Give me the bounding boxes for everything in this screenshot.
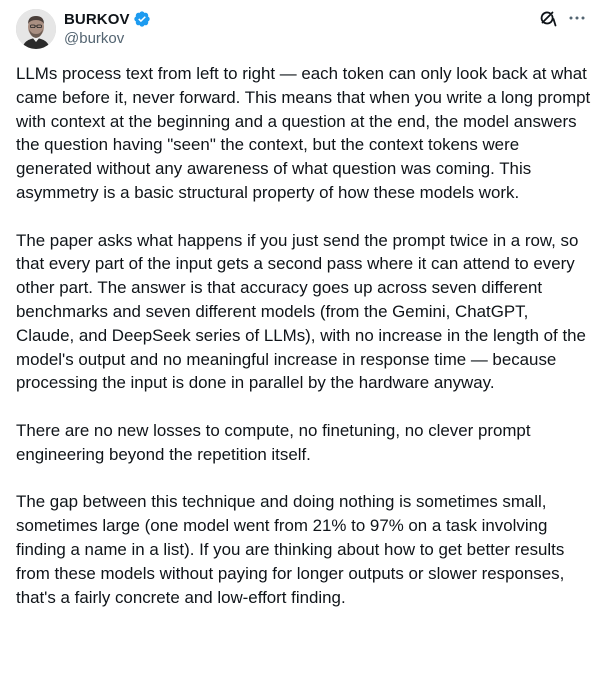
post-paragraph-3: There are no new losses to compute, no finetuning, no clever prompt engineering beyond the repetition itself. [16, 420, 531, 464]
verified-badge-icon [133, 10, 151, 28]
post-text [16, 62, 591, 633]
avatar-image [16, 9, 56, 49]
avatar[interactable] [16, 9, 56, 49]
grok-icon[interactable] [538, 8, 558, 33]
display-name[interactable]: BURKOV [64, 10, 130, 28]
display-name-row [64, 9, 151, 29]
post-paragraph-1: LLMs process text from left to right — each token can only look back at what came before it, never forward. This means that when you write a long prompt with context at the beginning and a question at the end, the model answers the question having "seen" the context, but the context tokens were generated without any awareness of what question was coming. This asymmetry is a basic structural property of how these models work. [16, 64, 591, 202]
post-actions [538, 9, 586, 31]
author-handle[interactable]: @burkov [64, 30, 125, 47]
author-names [64, 9, 151, 47]
post-paragraph-2: The paper asks what happens if you just send the prompt twice in a row, so that every part of the input gets a second pass where it can attend to every other part. The answer is that accuracy goes up across seven different benchmarks and seven different models (from the Gemini, ChatGPT, Claude, and DeepSeek series of LLMs), with no increase in the length of the model's output and no meaningful increase in response time — because processing the input is done in parallel by the hardware anyway. [16, 230, 586, 393]
more-icon[interactable] [568, 9, 586, 32]
post-header [16, 9, 586, 51]
post-paragraph-4: The gap between this technique and doing nothing is sometimes small, sometimes large (one model went from 21% to 97% on a task involving finding a name in a list). If you are thinking about how to get better results from these models without paying for longer outputs or slower responses, that's a fairly concrete and low-effort finding. [16, 492, 565, 607]
